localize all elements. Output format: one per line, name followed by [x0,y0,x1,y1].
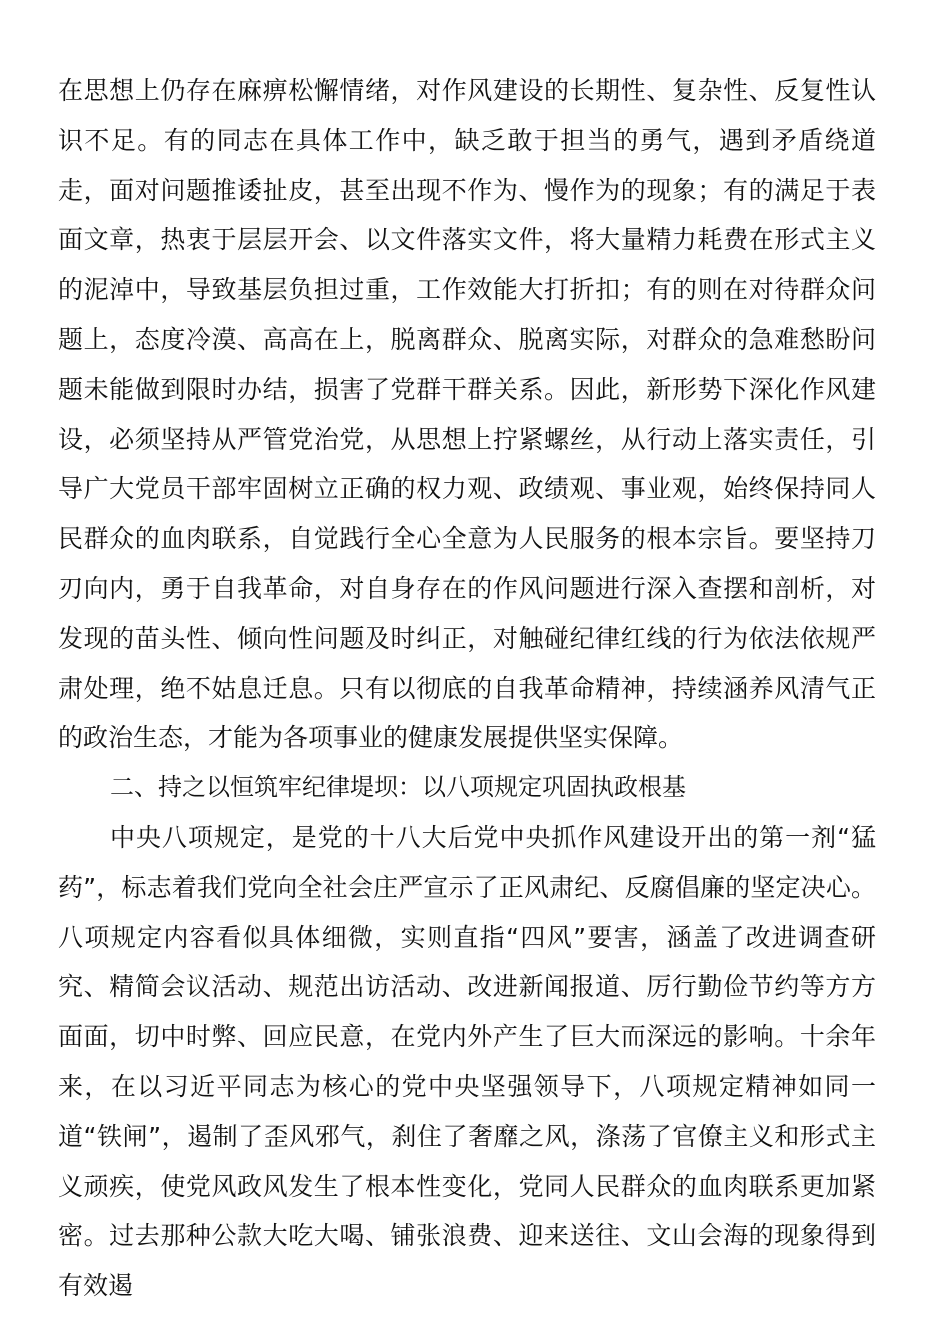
body-paragraph: 中央八项规定，是党的十八大后党中央抓作风建设开出的第一剂“猛药”，标志着我们党向全社会庄严宣示了正风肃纪、反腐倡廉的坚定决心。八项规定内容看似具体细微，实则直指“四风”要害，涵盖了改进调查研究、精简会议活动、规范出访活动、改进新闻报道、厉行勤俭节约等方方面面，切中时弊、回应民意，在党内外产生了巨大而深远的影响。十余年来，在以习近平同志为核心的党中央坚强领导下，八项规定精神如同一道“铁闸”，遏制了歪风邪气，刹住了奢靡之风，涤荡了官僚主义和形式主义顽疾，使党风政风发生了根本性变化，党同人民群众的血肉联系更加紧密。过去那种公款大吃大喝、铺张浪费、迎来送往、文山会海的现象得到有效遏 [58,822,876,1301]
body-paragraph: 在思想上仍存在麻痹松懈情绪，对作风建设的长期性、复杂性、反复性认识不足。有的同志在具体工作中，缺乏敢于担当的勇气，遇到矛盾绕道走，面对问题推诿扯皮，甚至出现不作为、慢作为的现象；有的满足于表面文章，热衷于层层开会、以文件落实文件，将大量精力耗费在形式主义的泥淖中，导致基层负担过重，工作效能大打折扣；有的则在对待群众问题上，态度冷漠、高高在上，脱离群众、脱离实际，对群众的急难愁盼问题未能做到限时办结，损害了党群干群关系。因此，新形势下深化作风建设，必须坚持从严管党治党，从思想上拧紧螺丝，从行动上落实责任，引导广大党员干部牢固树立正确的权力观、政绩观、事业观，始终保持同人民群众的血肉联系，自觉践行全心全意为人民服务的根本宗旨。要坚持刀刃向内，勇于自我革命，对自身存在的作风问题进行深入查摆和剖析，对发现的苗头性、倾向性问题及时纠正，对触碰纪律红线的行为依法依规严肃处理，绝不姑息迁息。只有以彻底的自我革命精神，持续涵养风清气正的政治生态，才能为各项事业的健康发展提供坚实保障。 [58,76,876,753]
section-heading: 二、持之以恒筑牢纪律堤坝：以八项规定巩固执政根基 [110,773,686,802]
document-body [58,66,876,1311]
